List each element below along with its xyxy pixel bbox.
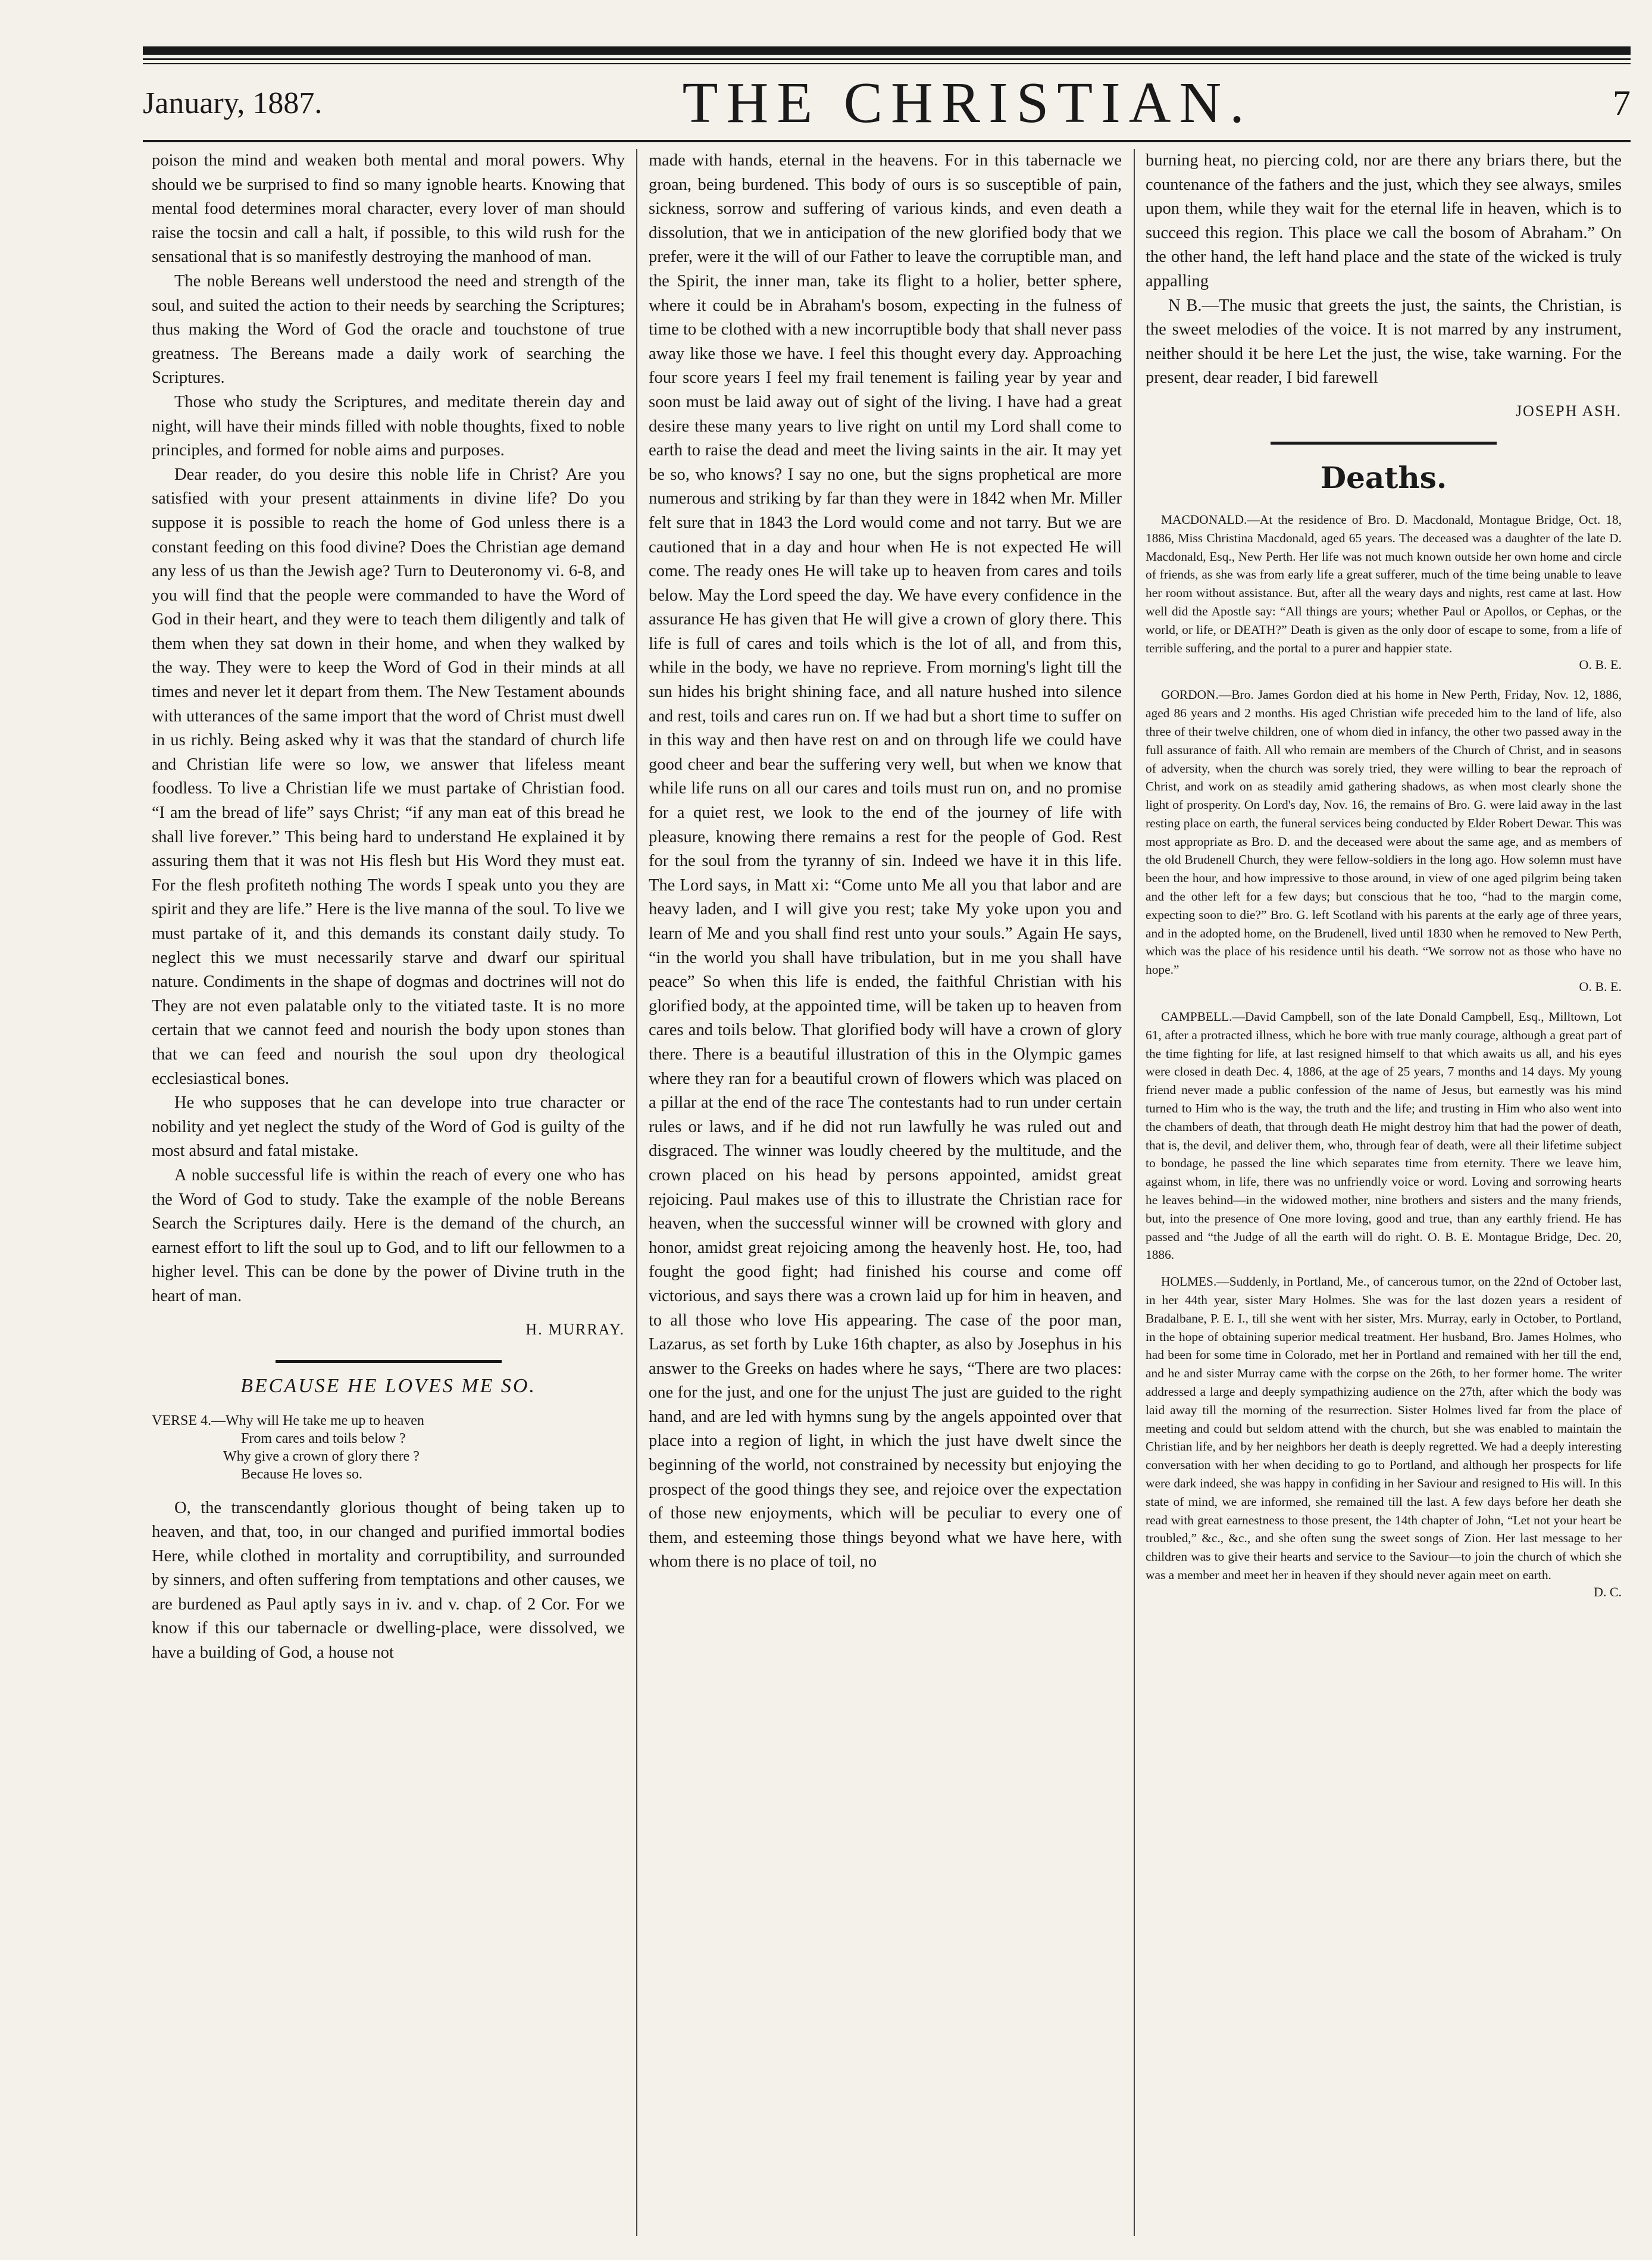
article-paragraph: He who supposes that he can develope into true character or nobility and yet neglect the study of the Word of God is guilty of the most absurd and fatal mistake. <box>152 1093 625 1161</box>
article-paragraph: Dear reader, do you desire this noble life in Christ? Are you satisfied with your present attainments in divine life? Do you suppose it is possible to reach the home of God unless there is a constant feeding on this food divine? Does the Christian age demand any less of us than the Jewish age? Turn to Deuteronomy vi. 6-8, and you will find that the people were commanded to have the Word of God in their heart, and they were to teach them diligently and talk of them when they sat down in their home, and when they walked by the way. They were to keep the Word of God in their minds at all times and never let it depart from them. The New Testament abounds with utterances of the same import that the word of Christ must dwell in us richly. Being asked why it was that the standard of church life and Christian life were so low, we answer that lifeless meant foodless. To live a Christian life we must partake of Christian food. “I am the bread of life” says Christ; “if any man eat of this bread he shall live forever.” This being hard to understand He explained it by assuring them that it was not His flesh but His Word they must eat. For the flesh profiteth nothing The words I speak unto you they are spirit and they are life.” Here is the live manna of the soul. To live we must partake of it, and this demands its constant daily study. To neglect this we must necessarily starve and dwarf our spiritual nature. Condiments in the shape of dogmas and doctrines will not do They are not even palatable only to the vitiated taste. It is no more certain that we cannot feed and nourish the body upon stones than that we can feed and nourish the soul upon dry theological ecclesiastical bones. <box>152 465 625 1088</box>
section-divider <box>1271 442 1497 445</box>
top-rule-thin <box>143 58 1631 60</box>
death-notice <box>1146 1273 1622 1584</box>
top-rule-thick <box>143 46 1631 55</box>
notice-text: —Suddenly, in Portland, Me., of cancerous tumor, on the 22nd of October last, in her 44th year, sister Mary Holmes. She was for the last dozen years a resident of Bradalbane, P. E. I., till she went with her sister, Mrs. Murray, early in October, to Portland, in the hope of obtaining superior medical treatment. Her husband, Bro. James Holmes, who had been for some time in Colorado, met her in Portland and remained with her till the end, and he and sister Murray came with the corpse on the 26th, to her former home. The writer addressed a large and deeply sympathizing audience on the 27th, after which the body was laid away till the morning of the resurrection. Sister Holmes lived far from the place of meeting and could but seldom attend with the church, but she was enabled to maintain the Christian life, and by her neighbors her death is deeply regretted. We had a deeply interesting conversation with her when deciding to go to Portland, and although her prospects for life were dark indeed, she was happy in confiding in her Saviour and resigned to His will. In this state of mind, we are informed, she remained till the last. A few days before her death she read with great earnestness to those present, the 14th chapter of John, “Let not your heart be troubled,” &c., &c., and she often sung the sweet songs of Zion. Her last message to her children was to give their hearts and service to the Saviour—to join the church of which she was a member and meet her in heaven if they should never again meet on earth. <box>1146 1274 1622 1582</box>
notice-signature: O. B. E. <box>1579 657 1622 673</box>
article-paragraph: O, the transcendantly glorious thought of being taken up to heaven, and that, too, in our changed and purified immortal bodies Here, while clothed in mortality and corruptibility, and surrounded by sinners, and often suffering from temptations and other causes, we are burdened as Paul aptly says in iv. and v. chap. of 2 Cor. For we know if this our tabernacle or dwelling-place, were dissolved, we have a building of God, a house not <box>152 1498 625 1662</box>
verse-quote <box>152 1412 625 1483</box>
section-divider <box>276 1360 502 1363</box>
death-notice <box>1146 511 1622 657</box>
spacer <box>1146 1264 1622 1273</box>
masthead <box>143 71 1631 135</box>
notice-text: —David Campbell, son of the late Donald Campbell, Esq., Milltown, Lot 61, after a protracted illness, which he bore with true manly courage, although a great part of the time fighting for life, at last resigned himself to that which awaits us all, and his eyes were closed in death Dec. 4, 1886, at the age of 25 years, 7 months and 14 days. My young friend never made a public confession of the name of Jesus, but earnestly was his mind turned to Him who is the way, the truth and the life; and trusting in Him who also went into the chambers of death, that through death He might destroy him that had the power of death, that is, the devil, and deliver them, who, through fear of death, were all their lifetime subject to bondage, he passed the line which separates time from eternity. There we leave him, against whom, in life, there was no unfriendly voice or word. Loving and sorrowing hearts he leaves behind—in the widowed mother, nine brothers and sisters and the many friends, but, into the presence of One more loving, good and true, than any earthly friend. He has passed and “the Judge of all the earth will do right. O. B. E. Montague Bridge, Dec. 20, 1886. <box>1146 1009 1622 1262</box>
column-2 <box>649 149 1122 2236</box>
article-signature: H. MURRAY. <box>525 1320 625 1338</box>
newspaper-title: THE CHRISTIAN. <box>682 71 1253 135</box>
notice-signature: D. C. <box>1593 1584 1622 1599</box>
notice-name: MACDONALD. <box>1161 512 1247 527</box>
verse-line: From cares and toils below ? <box>241 1430 406 1446</box>
death-notice <box>1146 1008 1622 1264</box>
article-paragraph: made with hands, eternal in the heavens. For in this tabernacle we groan, being burdened. This body of ours is so susceptible of pain, sickness, sorrow and suffering of various kinds, and even death a dissolution, that we in anticipation of the new glorified body that we prefer, were it the will of our Father to leave the corruptible man, and the Spirit, the inner man, take its flight to a holier, better sphere, where it could be in Abraham's bosom, expecting in the fulness of time to be clothed with a new incorruptible body that shall never pass away like those we have. I feel this thought every day. Approaching four score years I feel my frail tenement is failing year by year and soon must be laid away out of sight of the living. I have had a great desire these many years to live right on until my Lord shall come to earth to raise the dead and meet the living saints in the air. It may yet be so, who knows? I say no one, but the signs prophetical are more numerous and striking by far than they were in 1842 when Mr. Miller felt sure that in 1843 the Lord would come and not tarry. But we are cautioned that in a day and hour when He is not expected He will come. The ready ones He will take up to heaven from cares and toils below. May the Lord speed the day. We have every confidence in the assurance He has given that He will give a crown of glory there. This life is full of cares and toils which is the lot of all, and from this, while in the body, we have no reprieve. From morning's light till the sun hides his bright shining face, and all nature hushed into silence and rest, toils and cares run on. If we had but a short time to suffer on in this way and then have rest on and on through life we could have good cheer and bear the suffering very well, but when we know that while life runs on all our cares and toils must run on, and no promise for a quiet rest, we look to the end of the journey of life with pleasure, knowing there remains a rest for the people of God. Rest for the soul from the tyranny of sin. Indeed we have it in this life. The Lord says, in Matt xi: “Come unto Me all you that labor and are heavy laden, and I will give you rest; take My yoke upon you and learn of Me and you shall find rest unto your souls.” Again He says, “in the world you shall have tribulation, but in me you shall have peace” So when this life is ended, the faithful Christian with his glorified body, at the appointed time, will be taken up to heaven from cares and toils below. That glorified body will have a crown of glory there. There is a beautiful illustration of this in the Olympic games where they ran for a beautiful crown of flowers which was placed on a pillar at the end of the race The contestants had to run under certain rules or laws, and if he did not run lawfully he was ruled out and disgraced. The winner was loudly cheered by the multitude, and the crown placed on his head by persons appointed, amidst great rejoicing. Paul makes use of this to illustrate the Christian race for heaven, when the successful winner will be crowned with glory and honor, amidst great rejoicing among the heavenly host. He, too, had fought the good fight; had finished his course and come off victorious, and says there was a crown laid up for him in heaven, and to all those who love His appearing. The case of the poor man, Lazarus, as set forth by Luke 16th chapter, as also by Josephus in his answer to the Greeks on hades where he says, “There are two places: one for the just, and one for the unjust The just are guided to the right hand, and are led with hymns sung by the angels appointed over that place into a region of light, in which the just have dwelt since the beginning of the world, not constrained by necessity but enjoying the prospect of the good things they see, and rejoice over the expectation of those new enjoyments, which will be peculiar to every one of them, and esteeming those things beyond what we have here, with whom there is no place of toil, no <box>649 151 1122 1571</box>
article-paragraph: poison the mind and weaken both mental and moral powers. Why should we be surprised to find so many ignoble hearts. Knowing that mental food determines moral character, every lover of man should raise the tocsin and call a halt, if possible, to this wild rush for the sensational that is so manifestly destroying the manhood of man. <box>152 151 625 267</box>
verse-line: VERSE 4.—Why will He take me up to heaven <box>152 1412 424 1428</box>
notice-text: —At the residence of Bro. D. Macdonald, Montague Bridge, Oct. 18, 1886, Miss Christina Macdonald, aged 65 years. The deceased was a daughter of the late D. Macdonald, Esq., New Perth. Her life was not much known outside her own home and circle of friends, as she was from early life a great sufferer, much of the time being unable to leave her room without assistance. But, after all the weary days and nights, rest came at last. How well did the Apostle say: “All things are yours; whether Paul or Apollos, or Cephas, or the world, or life, or DEATH?” Death is given as the only door of escape to some, from a life of terrible suffering, and the portal to a purer and happier state. <box>1146 512 1622 655</box>
article-paragraph: The noble Bereans well understood the need and strength of the soul, and suited the action to their needs by searching the Scriptures; thus making the Word of God the oracle and touchstone of true greatness. The Bereans made a daily work of searching the Scriptures. <box>152 271 625 387</box>
verse-line: Why give a crown of glory there ? <box>223 1448 420 1464</box>
column-3 <box>1146 149 1622 2236</box>
page-number: 7 <box>1613 83 1631 123</box>
article-paragraph: A noble successful life is within the reach of every one who has the Word of God to study. Take the example of the noble Bereans Search the Scriptures daily. Here is the demand of the church, an earnest effort to lift the soul up to God, and to lift our fellowmen to a higher level. This can be done by the power of Divine truth in the heart of man. <box>152 1165 625 1305</box>
masthead-rule <box>143 140 1631 142</box>
death-notice <box>1146 686 1622 979</box>
article-paragraph: Those who study the Scriptures, and meditate therein day and night, will have their minds filled with noble thoughts, fixed to noble principles, and formed for noble aims and purposes. <box>152 392 625 460</box>
notice-name: CAMPBELL. <box>1161 1009 1232 1024</box>
column-1 <box>152 149 625 2236</box>
article-paragraph: burning heat, no piercing cold, nor are there any briars there, but the countenance of the fathers and the just, which they see always, smiles upon them, while they wait for the eternal life in heaven, which is to succeed this region. This place we call the bosom of Abraham.” On the other hand, the left hand place and the state of the wicked is truly appalling <box>1146 151 1622 290</box>
notice-signature: O. B. E. <box>1579 979 1622 995</box>
column-rule-2 <box>1134 149 1135 2236</box>
notice-name: HOLMES. <box>1161 1274 1217 1289</box>
notice-name: GORDON. <box>1161 687 1219 702</box>
article-signature: JOSEPH ASH. <box>1515 402 1622 420</box>
issue-date: January, 1887. <box>143 86 323 120</box>
notice-text: —Bro. James Gordon died at his home in New Perth, Friday, Nov. 12, 1886, aged 86 years and 2 months. His aged Christian wife preceded him to the land of life, also three of their twelve children, one of whom died in infancy, the other two passed away in the full assurance of faith. All who remain are members of the Church of Christ, and in seasons of adversity, when the church was sorely tried, they were willing to bear the reproach of Christ, and work on as steadily amid gathering shadows, as when most clearly shone the light of prosperity. On Lord's day, Nov. 16, the remains of Bro. G. were laid away in the last resting place on earth, the funeral services being conducted by Elder Robert Dewar. This was most appropriate as Bro. D. and the deceased were about the same age, and as members of the old Brudenell Church, they were fellow-soldiers in the long ago. How solemn must have been the hour, and how impressive to those around, in view of one aged pilgrim being taken and the other left for a few days; but conscious that he too, “had to the margin come, expecting soon to die?” Bro. G. left Scotland with his parents at the early age of three years, and in the adopted home, on the Brudenell, lived until 1830 when he removed to New Perth, which was the place of his residence until his death. “We sorrow not as those who have no hope.” <box>1146 687 1622 977</box>
top-rule-hairline <box>143 63 1631 64</box>
article-paragraph: N B.—The music that greets the just, the saints, the Christian, is the sweet melodies of the voice. It is not marred by any instrument, neither should it be here Let the just, the wise, take warning. For the present, dear reader, I bid farewell <box>1146 296 1622 387</box>
verse-line: Because He loves so. <box>241 1466 362 1482</box>
article-heading: BECAUSE HE LOVES ME SO. <box>240 1374 536 1397</box>
column-rule-1 <box>636 149 637 2236</box>
deaths-heading: Deaths. <box>1320 459 1447 495</box>
